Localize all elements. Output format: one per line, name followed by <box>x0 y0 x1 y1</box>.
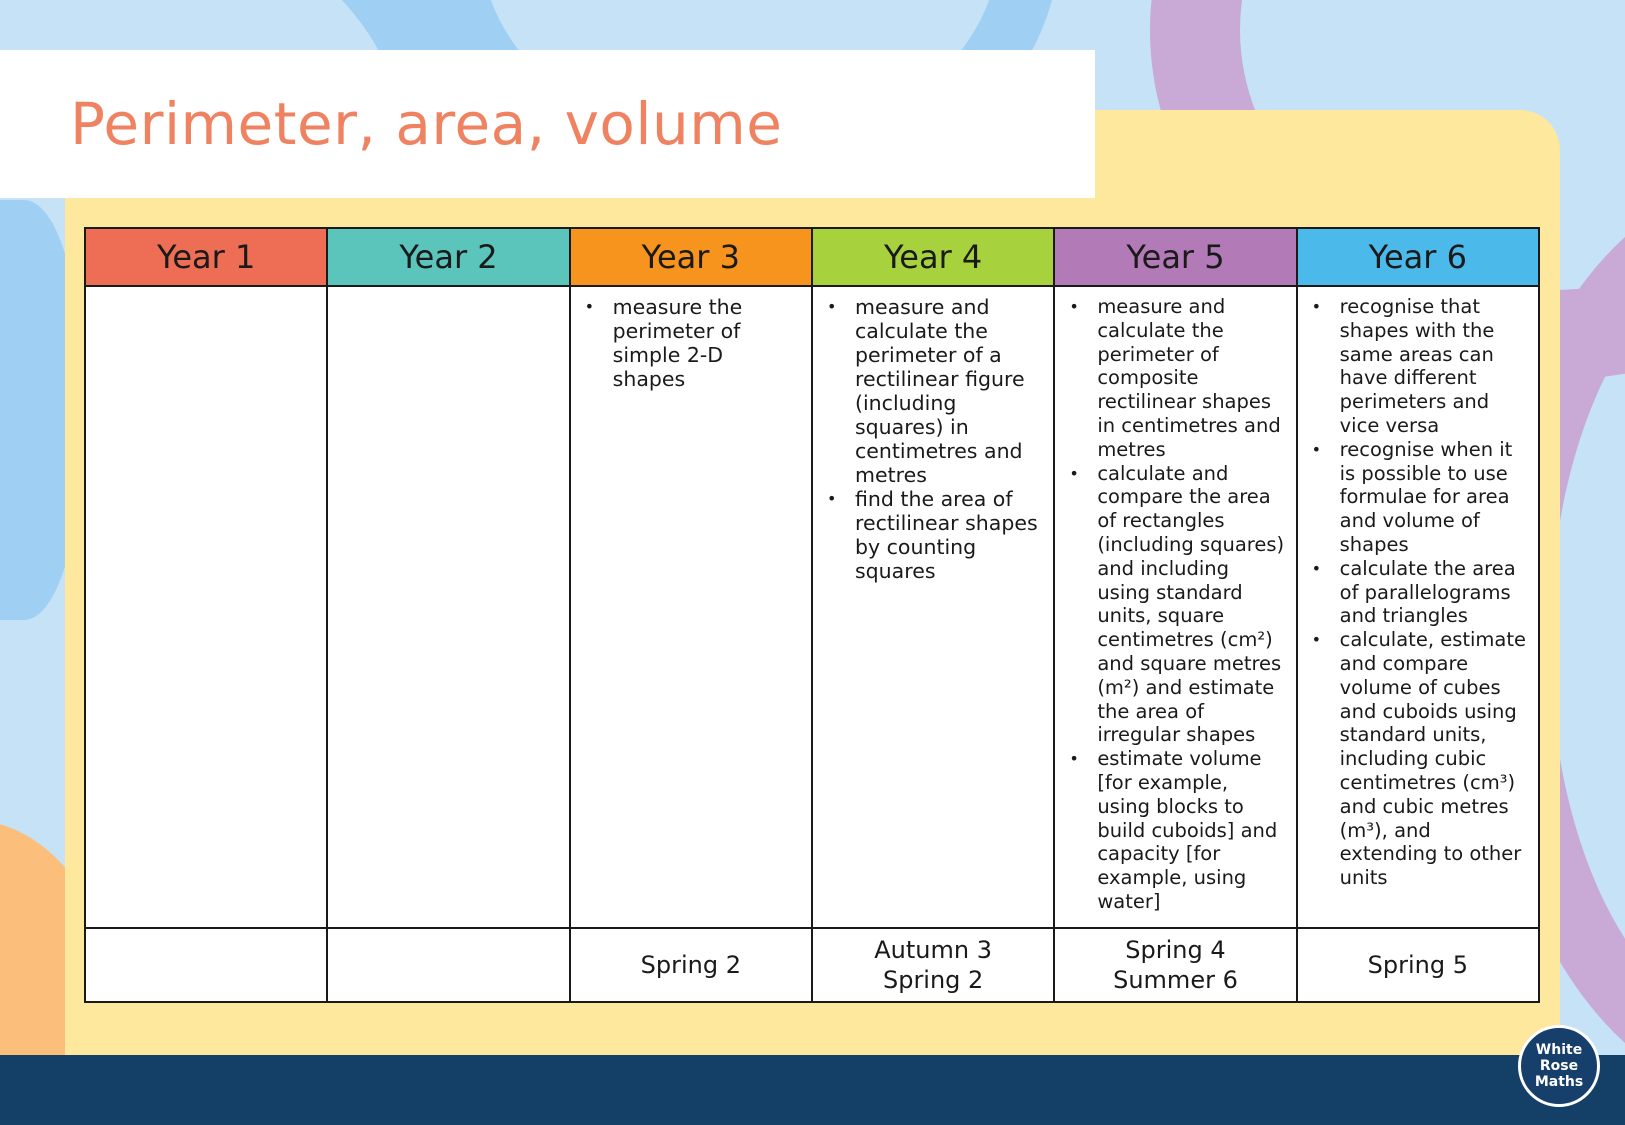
term-year-3 <box>570 928 812 1002</box>
white-rose-maths-logo <box>1518 1025 1600 1107</box>
list-item: • calculate the area of parallelograms and triangles <box>1308 557 1528 628</box>
header-year-2: Year 2 <box>327 228 569 286</box>
list-item: • measure and calculate the perimeter of a rectilinear figure (including squares) in centimetres and metres <box>823 295 1043 487</box>
term-year-5 <box>1054 928 1296 1002</box>
page-title: Perimeter, area, volume <box>70 90 783 158</box>
term-label: Summer 6 <box>1113 966 1238 994</box>
logo-line-3: Maths <box>1534 1074 1584 1090</box>
content-year-6 <box>1297 286 1539 928</box>
term-row <box>85 928 1539 1002</box>
term-label: Spring 2 <box>640 951 741 979</box>
content-year-2 <box>327 286 569 928</box>
content-row <box>85 286 1539 928</box>
list-item: • measure and calculate the perimeter of composite rectilinear shapes in centimetres and metres <box>1065 295 1285 462</box>
content-year-3 <box>570 286 812 928</box>
list-item: • find the area of rectilinear shapes by counting squares <box>823 487 1043 583</box>
logo-line-1: White <box>1535 1042 1583 1058</box>
content-year-5 <box>1054 286 1296 928</box>
term-label: Spring 4 <box>1125 936 1226 964</box>
term-year-6 <box>1297 928 1539 1002</box>
header-row <box>85 228 1539 286</box>
curriculum-table <box>84 227 1540 1003</box>
list-item: • measure the perimeter of simple 2-D shapes <box>581 295 801 391</box>
list-item: • recognise that shapes with the same areas can have different perimeters and vice versa <box>1308 295 1528 438</box>
term-year-1 <box>85 928 327 1002</box>
term-year-4 <box>812 928 1054 1002</box>
header-year-1: Year 1 <box>85 228 327 286</box>
content-year-1 <box>85 286 327 928</box>
title-box <box>0 50 1095 198</box>
header-year-6: Year 6 <box>1297 228 1539 286</box>
header-year-3: Year 3 <box>570 228 812 286</box>
list-item: • estimate volume [for example, using blocks to build cuboids] and capacity [for example, using water] <box>1065 747 1285 914</box>
list-item: • calculate and compare the area of rectangles (including squares) and including using standard units, square centimetres (cm²) and square metres (m²) and estimate the area of irregular shapes <box>1065 462 1285 748</box>
logo-line-2: Rose <box>1539 1058 1579 1074</box>
term-year-2 <box>327 928 569 1002</box>
term-label: Spring 2 <box>882 966 984 994</box>
footer-bar <box>0 1055 1625 1125</box>
header-year-4: Year 4 <box>812 228 1054 286</box>
header-year-5: Year 5 <box>1054 228 1296 286</box>
content-year-4 <box>812 286 1054 928</box>
list-item: • recognise when it is possible to use formulae for area and volume of shapes <box>1308 438 1528 557</box>
list-item: • calculate, estimate and compare volume of cubes and cuboids using standard units, including cubic centimetres (cm³) and cubic metres (m³), and extending to other units <box>1308 628 1528 890</box>
term-label: Autumn 3 <box>874 936 993 964</box>
term-label: Spring 5 <box>1367 951 1468 979</box>
